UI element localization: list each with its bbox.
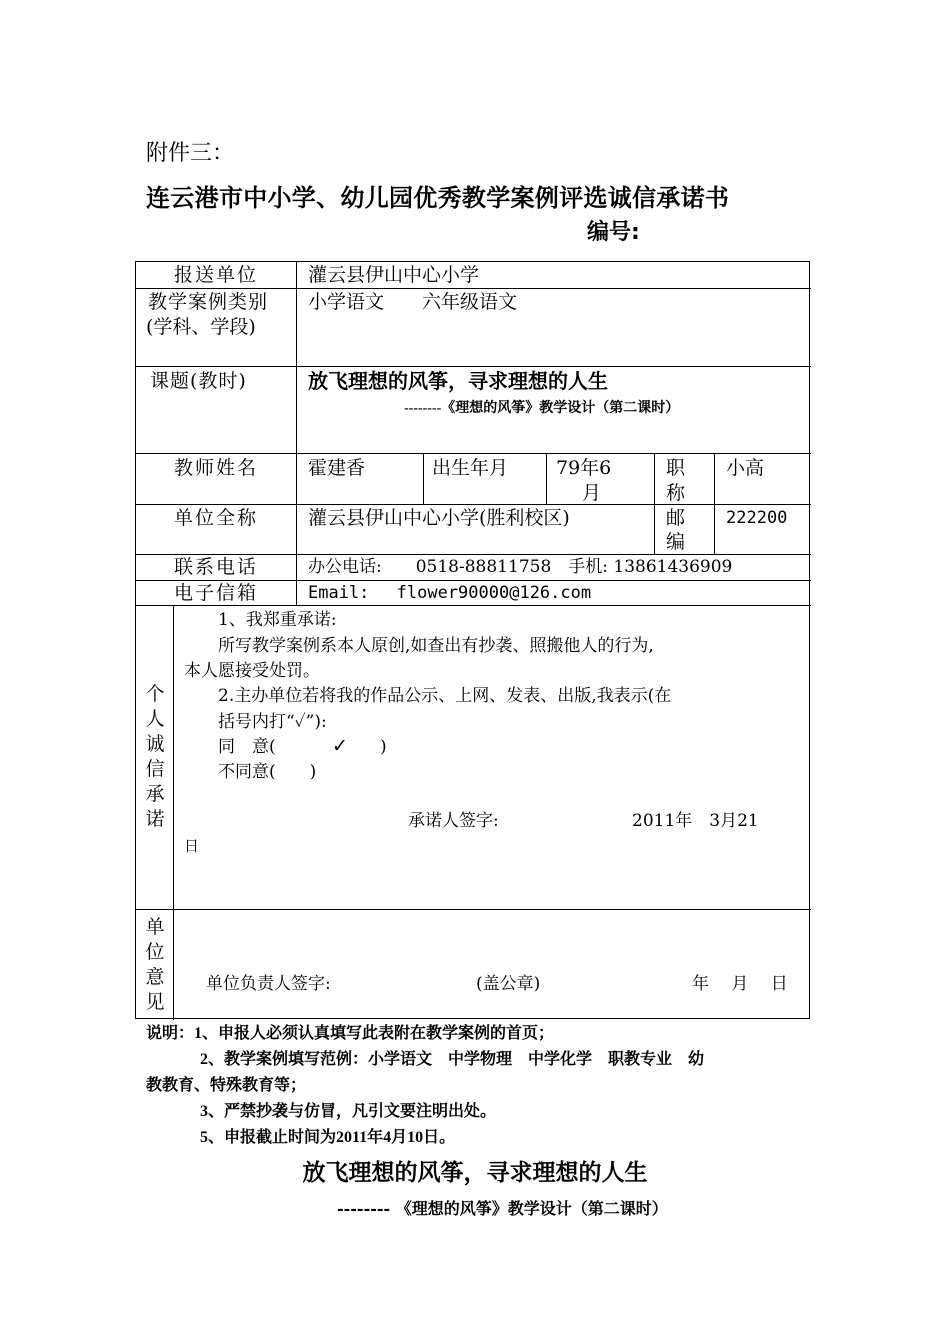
topic-subtitle: --------《理想的风筝》教学设计（第二课时） [404, 401, 680, 416]
phone-label: 联系电话 [174, 556, 259, 578]
pledger-signature-label: 承诺人签字: [408, 811, 499, 831]
unit-opinion-side-char: 意 [145, 966, 165, 988]
note-line-3: 教教育、特殊教育等； [146, 1077, 307, 1094]
agree-option-close: ) [380, 737, 387, 757]
row-divider [136, 453, 811, 454]
category-label-line1: 教学案例类别 [148, 291, 269, 313]
pledge-date-day: 日 [184, 837, 200, 855]
job-title-value: 小高 [726, 457, 765, 479]
column-divider [423, 453, 424, 504]
unit-head-signature-label: 单位负责人签字: [206, 974, 331, 994]
agree-checkmark: ✓ [332, 735, 348, 757]
unit-opinion-side-label [144, 915, 166, 1015]
pledge-form-table [135, 261, 810, 1019]
pledge-side-label [144, 682, 166, 832]
serial-number-label: 编号: [587, 220, 640, 245]
pledge-line-4: 2.主办单位若将我的作品公示、上网、发表、出版,我表示(在 [218, 686, 672, 706]
row-divider [136, 288, 811, 289]
note-line-5: 5、申报截止时间为2011年4月10日。 [200, 1129, 456, 1146]
note-line-2: 2、教学案例填写范例：小学语文 中学物理 中学化学 职教专业 幼 [200, 1051, 705, 1068]
row-divider [136, 366, 811, 367]
phone-value: 办公电话: 0518-88811758 手机: 13861436909 [308, 557, 733, 577]
teacher-value: 霍建香 [308, 457, 366, 479]
page-title: 连云港市中小学、幼儿园优秀教学案例评选诚信承诺书 [146, 184, 730, 212]
document-subtitle: -------- 《理想的风筝》教学设计（第二课时） [337, 1199, 668, 1218]
agree-option-label: 同 意( [218, 737, 276, 757]
postcode-label-line2: 编 [666, 531, 686, 553]
submitting-unit-label: 报送单位 [174, 264, 259, 286]
instructions-notes [146, 1021, 810, 1151]
column-divider [714, 453, 715, 554]
row-divider [136, 909, 811, 910]
attachment-label: 附件三： [146, 141, 235, 166]
column-divider [173, 605, 174, 1020]
pledge-side-char: 诺 [145, 808, 165, 830]
note-line-1: 说明：1、申报人必须认真填写此表附在教学案例的首页； [146, 1025, 555, 1042]
pledge-line-1: 1、我郑重承诺: [218, 610, 337, 630]
pledge-side-char: 信 [145, 758, 165, 780]
pledge-date: 2011年 3月21 [632, 811, 759, 831]
pledge-side-char: 承 [145, 783, 165, 805]
job-title-label-line1: 职 [666, 457, 686, 479]
pledge-line-3: 本人愿接受处罚。 [184, 661, 320, 681]
birth-date-value-line2: 月 [582, 482, 602, 504]
birth-date-label: 出生年月 [432, 457, 509, 479]
email-label: 电子信箱 [174, 582, 259, 604]
submitting-unit-value: 灌云县伊山中心小学 [308, 264, 480, 286]
postcode-label-line1: 邮 [666, 507, 686, 529]
column-divider [546, 453, 547, 504]
document-title: 放飞理想的风筝，寻求理想的人生 [302, 1159, 648, 1186]
column-divider [296, 262, 297, 605]
unit-full-name-label: 单位全称 [174, 507, 259, 529]
unit-opinion-date: 年 月 日 [692, 974, 788, 994]
official-seal-label: (盖公章) [476, 974, 541, 994]
pledge-side-char: 个 [145, 683, 165, 705]
pledge-side-char: 人 [145, 708, 165, 730]
birth-date-value-line1: 79年6 [556, 457, 612, 479]
unit-full-name-value: 灌云县伊山中心小学(胜利校区) [308, 507, 570, 529]
postcode-value: 222200 [726, 508, 788, 528]
disagree-option-label: 不同意( ) [218, 762, 317, 782]
column-divider [654, 453, 655, 554]
unit-opinion-side-char: 单 [145, 916, 165, 938]
email-value: Email: flower90000@126.com [308, 583, 592, 603]
teacher-label: 教师姓名 [174, 457, 259, 479]
pledge-line-5: 括号内打“✓”): [218, 712, 327, 732]
topic-title: 放飞理想的风筝，寻求理想的人生 [308, 369, 608, 393]
pledge-line-2: 所写教学案例系本人原创,如查出有抄袭、照搬他人的行为, [218, 636, 654, 656]
topic-label: 课题(教时) [150, 370, 247, 392]
unit-opinion-side-char: 位 [145, 941, 165, 963]
category-value: 小学语文 六年级语文 [308, 291, 518, 313]
job-title-label-line2: 称 [666, 482, 686, 504]
pledge-side-char: 诚 [145, 733, 165, 755]
note-line-4: 3、严禁抄袭与仿冒，凡引文要注明出处。 [200, 1103, 497, 1120]
row-divider [136, 504, 811, 505]
category-label-line2: (学科、学段) [146, 316, 256, 338]
unit-opinion-side-char: 见 [145, 991, 165, 1013]
